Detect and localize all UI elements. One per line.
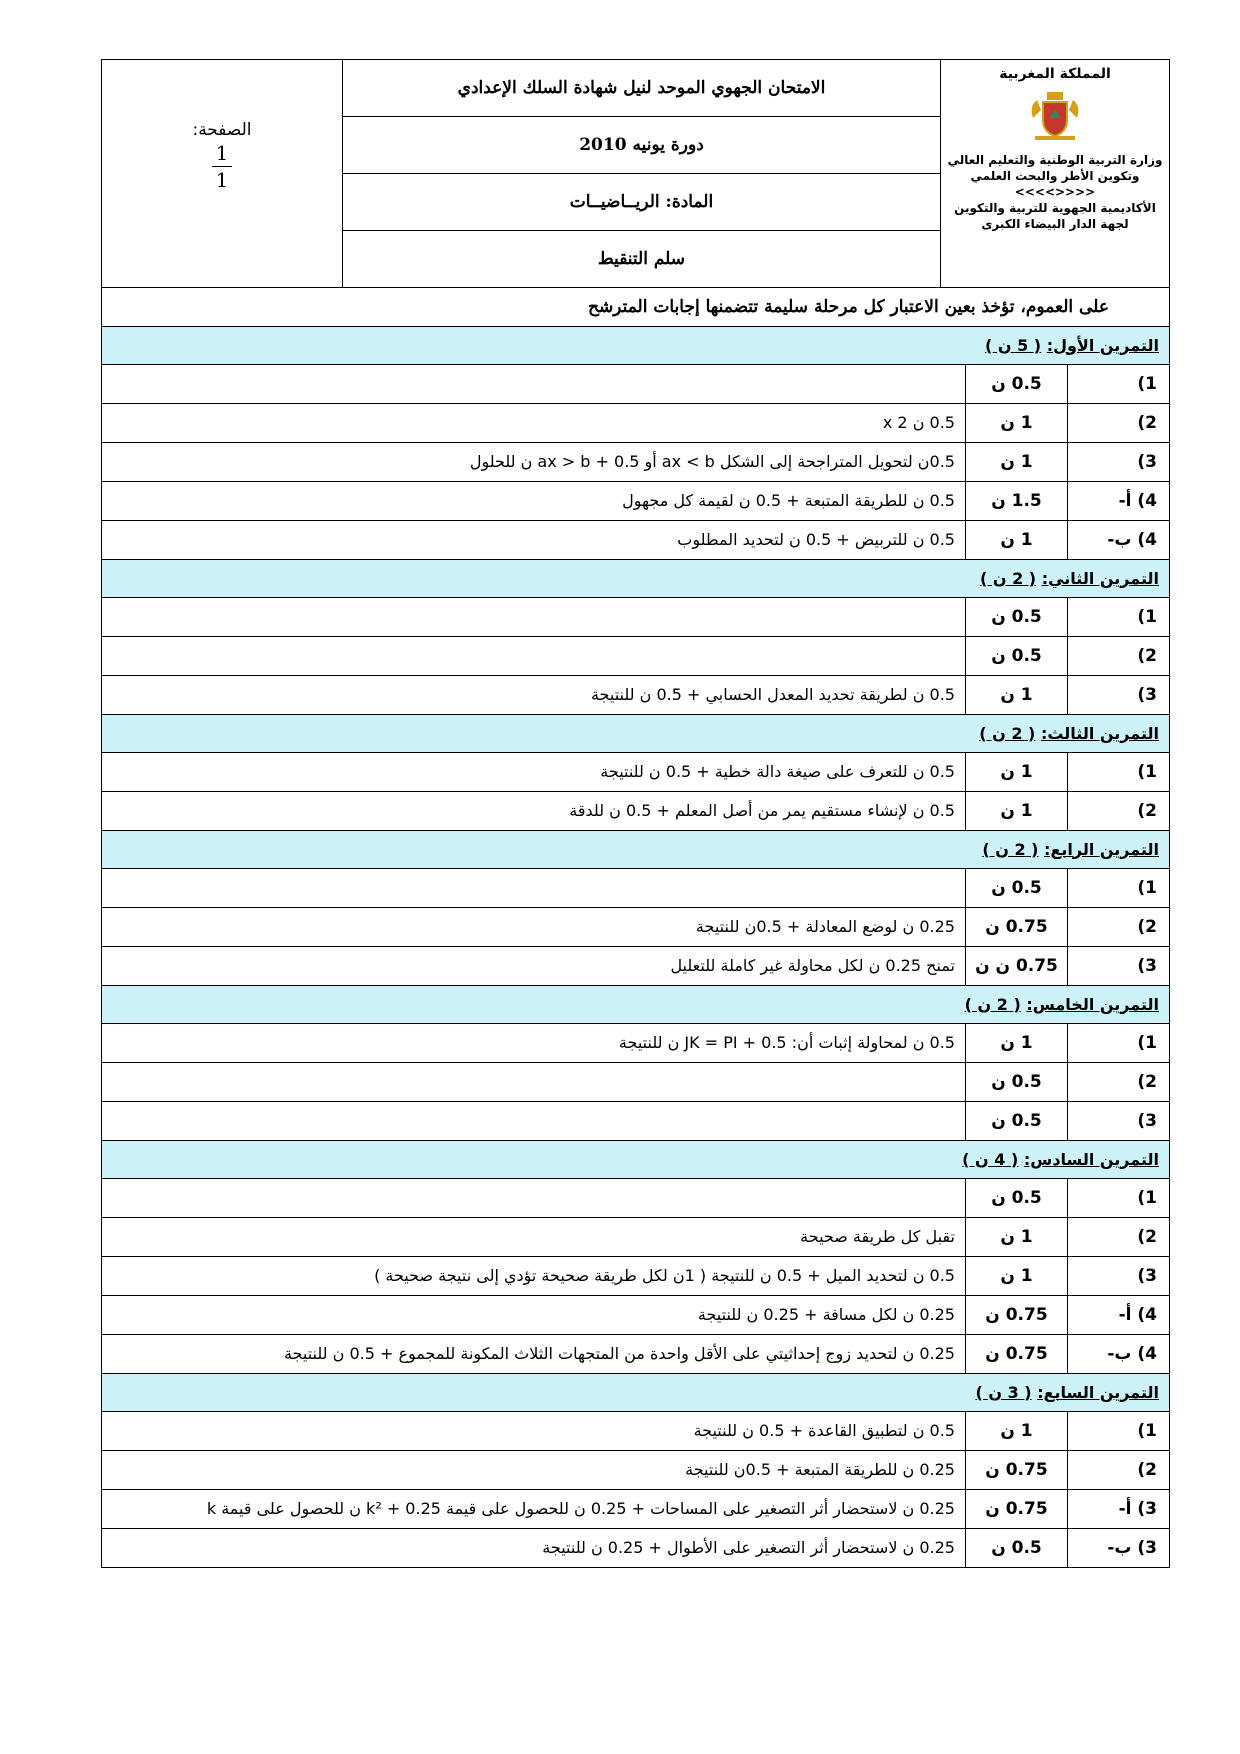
exercise-header-cell xyxy=(102,1373,1170,1411)
question-number: 3) xyxy=(1067,442,1169,481)
points-value: 0.75 ن xyxy=(965,1295,1067,1334)
criteria-text: 0.25 ن للطريقة المتبعة + 0.5ن للنتيجة xyxy=(102,1450,966,1489)
question-number: 4) أ- xyxy=(1067,1295,1169,1334)
exercise-header xyxy=(102,830,1170,868)
points-value: 0.5 ن xyxy=(965,364,1067,403)
exercise-points: ( 3 ن ) xyxy=(975,1382,1032,1402)
criteria-text: 0.5 ن لتحديد الميل + 0.5 ن للنتيجة ( 1ن لكل طريقة صحيحة تؤدي إلى نتيجة صحيحة ) xyxy=(102,1256,966,1295)
exercise-title: التمرين السابع: xyxy=(1037,1382,1159,1402)
exercise-header xyxy=(102,714,1170,752)
question-number: 3) xyxy=(1067,946,1169,985)
criteria-text: 0.5 ن لمحاولة إثبات أن: JK = PI + 0.5 ن للنتيجة xyxy=(102,1023,966,1062)
exercise-points: ( 4 ن ) xyxy=(962,1149,1019,1169)
criteria-text: 0.25 ن لاستحضار أثر التصغير على الأطوال + 0.25 ن للنتيجة xyxy=(102,1528,966,1567)
grading-sheet xyxy=(101,59,1170,1568)
points-value: 0.5 ن xyxy=(965,1101,1067,1140)
exercise-header xyxy=(102,1373,1170,1411)
exercise-title: التمرين الخامس: xyxy=(1026,994,1159,1014)
question-number: 1) xyxy=(1067,1411,1169,1450)
question-number: 2) xyxy=(1067,1062,1169,1101)
grading-row xyxy=(102,1489,1170,1528)
points-value: 1 ن xyxy=(965,403,1067,442)
question-number: 3) xyxy=(1067,1256,1169,1295)
criteria-text: 0.5 ن لتطبيق القاعدة + 0.5 ن للنتيجة xyxy=(102,1411,966,1450)
grading-row xyxy=(102,675,1170,714)
grading-row xyxy=(102,1217,1170,1256)
points-value: 1 ن xyxy=(965,520,1067,559)
criteria-text: تقبل كل طريقة صحيحة xyxy=(102,1217,966,1256)
points-value: 0.5 ن xyxy=(965,1178,1067,1217)
exercise-header xyxy=(102,326,1170,364)
grading-row xyxy=(102,907,1170,946)
question-number: 4) ب- xyxy=(1067,1334,1169,1373)
exercise-points: ( 2 ن ) xyxy=(979,568,1037,588)
criteria-text: 0.5 ن للطريقة المتبعة + 0.5 ن لقيمة كل مجهول xyxy=(102,481,966,520)
question-number: 1) xyxy=(1067,868,1169,907)
page-fraction xyxy=(212,140,233,193)
grading-row xyxy=(102,752,1170,791)
criteria-text: 0.25 ن لتحديد زوج إحداثيتي على الأقل واحدة من المتجهات الثلاث المكونة للمجموع + 0.5 ن للنتيجة xyxy=(102,1334,966,1373)
exercise-title: التمرين الثالث: xyxy=(1040,723,1159,743)
grading-row xyxy=(102,946,1170,985)
points-value: 1 ن xyxy=(965,752,1067,791)
points-value: 0.5 ن xyxy=(965,597,1067,636)
criteria-text: 0.25 ن لوضع المعادلة + 0.5ن للنتيجة xyxy=(102,907,966,946)
criteria-text: تمنح 0.25 ن لكل محاولة غير كاملة للتعليل xyxy=(102,946,966,985)
academy-line-1: الأكاديمية الجهوية للتربية والتكوين xyxy=(954,201,1156,215)
exam-title: الامتحان الجهوي الموحد لنيل شهادة السلك الإعدادي xyxy=(343,60,941,117)
points-value: 1.5 ن xyxy=(965,481,1067,520)
points-value: 0.75 ن ن xyxy=(965,946,1067,985)
question-number: 2) xyxy=(1067,791,1169,830)
exercise-header xyxy=(102,559,1170,597)
exercise-header-cell xyxy=(102,326,1170,364)
session-label: دورة يونيه 2010 xyxy=(343,117,941,174)
exercise-points: ( 2 ن ) xyxy=(979,723,1036,743)
grading-row xyxy=(102,520,1170,559)
general-note: على العموم، تؤخذ بعين الاعتبار كل مرحلة سليمة تتضمنها إجابات المترشح xyxy=(102,288,1170,327)
points-value: 0.5 ن xyxy=(965,636,1067,675)
exercise-header-cell xyxy=(102,714,1170,752)
exercise-title: التمرين الثاني: xyxy=(1041,568,1159,588)
page-label: الصفحة: xyxy=(192,120,252,140)
points-value: 1 ن xyxy=(965,791,1067,830)
ministry-line-1: وزارة التربية الوطنية والتعليم العالي xyxy=(947,153,1163,167)
grading-row xyxy=(102,597,1170,636)
exercise-header xyxy=(102,1140,1170,1178)
grading-row xyxy=(102,1256,1170,1295)
grading-row xyxy=(102,364,1170,403)
exercise-header-cell xyxy=(102,559,1170,597)
question-number: 2) xyxy=(1067,1217,1169,1256)
grading-row xyxy=(102,1062,1170,1101)
criteria-text xyxy=(102,364,966,403)
points-value: 1 ن xyxy=(965,1217,1067,1256)
points-value: 0.75 ن xyxy=(965,1334,1067,1373)
criteria-text: 0.5 ن للتربيض + 0.5 ن لتحديد المطلوب xyxy=(102,520,966,559)
grading-row xyxy=(102,1023,1170,1062)
criteria-text xyxy=(102,636,966,675)
question-number: 1) xyxy=(1067,1023,1169,1062)
criteria-text: 0.5 ن لطريقة تحديد المعدل الحسابي + 0.5 ن للنتيجة xyxy=(102,675,966,714)
points-value: 1 ن xyxy=(965,1256,1067,1295)
question-number: 1) xyxy=(1067,364,1169,403)
grading-row xyxy=(102,791,1170,830)
question-number: 2) xyxy=(1067,403,1169,442)
question-number: 3) ب- xyxy=(1067,1528,1169,1567)
page-info-cell xyxy=(102,60,343,288)
header-table xyxy=(101,59,1170,327)
points-value: 1 ن xyxy=(965,442,1067,481)
points-value: 0.75 ن xyxy=(965,907,1067,946)
points-value: 0.75 ن xyxy=(965,1489,1067,1528)
criteria-text: 0.5ن لتحويل المتراجحة إلى الشكل ax < b أو ax > b + 0.5 ن للحلول xyxy=(102,442,966,481)
points-value: 1 ن xyxy=(965,1411,1067,1450)
grading-row xyxy=(102,1528,1170,1567)
points-value: 1 ن xyxy=(965,675,1067,714)
criteria-text: 0.5 ن للتعرف على صيغة دالة خطية + 0.5 ن للنتيجة xyxy=(102,752,966,791)
criteria-text: 0.5 ن x 2 xyxy=(102,403,966,442)
exercise-points: ( 5 ن ) xyxy=(984,335,1042,355)
subject-label: المادة: الريــاضيــات xyxy=(343,174,941,231)
question-number: 2) xyxy=(1067,1450,1169,1489)
criteria-text: 0.25 ن لاستحضار أثر التصغير على المساحات + 0.25 ن للحصول على قيمة k² + 0.25 ن للحصول على قيمة k xyxy=(102,1489,966,1528)
grading-row xyxy=(102,1450,1170,1489)
exercise-title: التمرين السادس: xyxy=(1023,1149,1159,1169)
points-value: 0.5 ن xyxy=(965,1528,1067,1567)
exercise-header-cell xyxy=(102,830,1170,868)
question-number: 4) أ- xyxy=(1067,481,1169,520)
exercise-header xyxy=(102,985,1170,1023)
points-value: 0.5 ن xyxy=(965,868,1067,907)
points-value: 1 ن xyxy=(965,1023,1067,1062)
question-number: 3) xyxy=(1067,675,1169,714)
grading-row xyxy=(102,1411,1170,1450)
grading-row xyxy=(102,1295,1170,1334)
exercise-points: ( 2 ن ) xyxy=(964,994,1021,1014)
criteria-text xyxy=(102,1178,966,1217)
criteria-text: 0.25 ن لكل مسافة + 0.25 ن للنتيجة xyxy=(102,1295,966,1334)
exercise-title: التمرين الأول: xyxy=(1046,335,1159,355)
question-number: 1) xyxy=(1067,752,1169,791)
exercise-points: ( 2 ن ) xyxy=(982,839,1039,859)
academy-line-2: لجهة الدار البيضاء الكبرى xyxy=(981,217,1129,231)
criteria-text xyxy=(102,1101,966,1140)
grading-row xyxy=(102,481,1170,520)
question-number: 2) xyxy=(1067,907,1169,946)
question-number: 1) xyxy=(1067,1178,1169,1217)
coat-of-arms-icon xyxy=(1023,88,1087,144)
institution-cell xyxy=(941,60,1170,288)
page-number: 1 xyxy=(212,140,233,167)
criteria-text xyxy=(102,868,966,907)
points-value: 0.75 ن xyxy=(965,1450,1067,1489)
ministry-line-2: وتكوين الأطر والبحث العلمي xyxy=(970,169,1140,183)
grading-row xyxy=(102,1101,1170,1140)
points-value: 0.5 ن xyxy=(965,1062,1067,1101)
question-number: 4) ب- xyxy=(1067,520,1169,559)
exercise-header-cell xyxy=(102,1140,1170,1178)
question-number: 1) xyxy=(1067,597,1169,636)
grading-row xyxy=(102,636,1170,675)
page-total: 1 xyxy=(215,168,229,192)
grading-row xyxy=(102,1178,1170,1217)
grading-table xyxy=(101,326,1170,1568)
question-number: 3) xyxy=(1067,1101,1169,1140)
document-type: سلم التنقيط xyxy=(343,231,941,288)
grading-row xyxy=(102,1334,1170,1373)
criteria-text xyxy=(102,1062,966,1101)
criteria-text xyxy=(102,597,966,636)
separator: <<<<>>>> xyxy=(1014,185,1096,199)
exercise-header-cell xyxy=(102,985,1170,1023)
kingdom-label: المملكة المغربية xyxy=(999,66,1111,82)
grading-row xyxy=(102,403,1170,442)
exercise-title: التمرين الرابع: xyxy=(1044,839,1159,859)
criteria-text: 0.5 ن لإنشاء مستقيم يمر من أصل المعلم + 0.5 ن للدقة xyxy=(102,791,966,830)
question-number: 3) أ- xyxy=(1067,1489,1169,1528)
grading-row xyxy=(102,868,1170,907)
question-number: 2) xyxy=(1067,636,1169,675)
grading-row xyxy=(102,442,1170,481)
